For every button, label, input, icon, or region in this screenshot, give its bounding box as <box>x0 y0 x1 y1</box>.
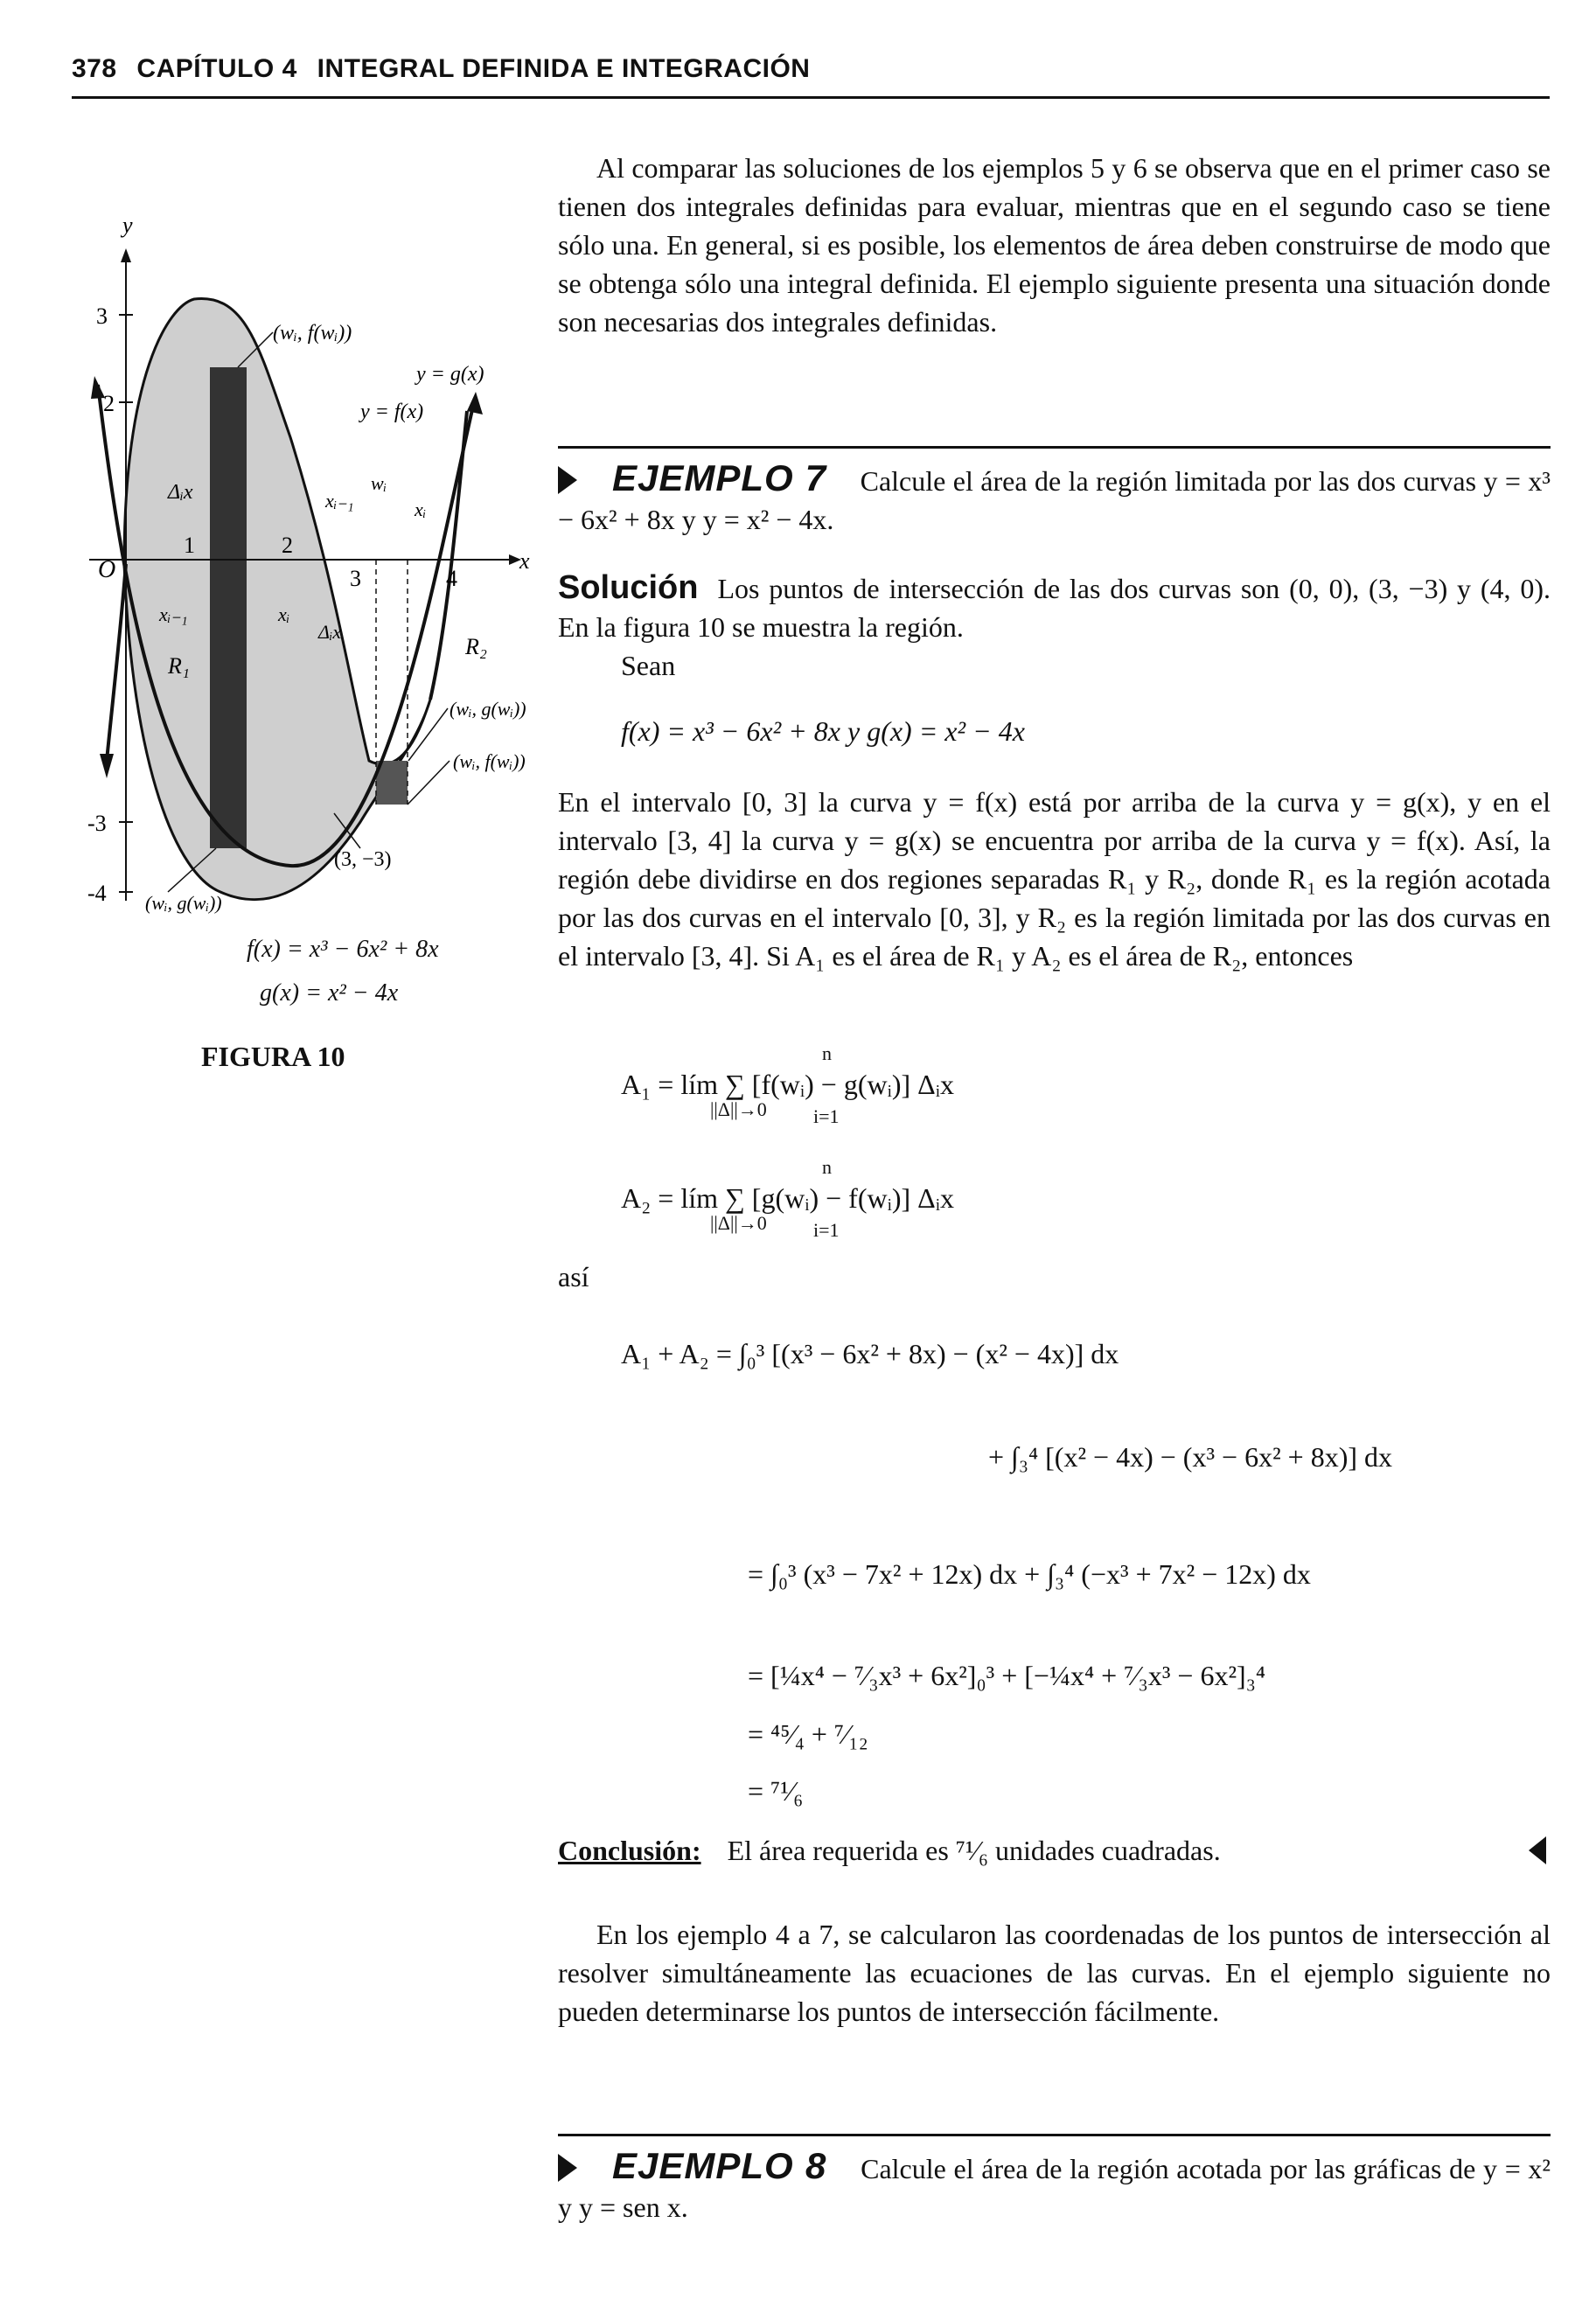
tick-label-m3: -3 <box>87 811 107 836</box>
intro-paragraph-block <box>558 149 1551 341</box>
asi-label: así <box>558 1261 589 1292</box>
tick-label-m4: -4 <box>87 881 107 906</box>
x-tick-label-3: 3 <box>350 566 361 591</box>
y-axis-arrow-icon <box>121 248 131 262</box>
equation-a2: A₂ = lím ∑ [g(wᵢ) − f(wᵢ)] Δᵢx <box>621 1182 954 1214</box>
a1-limit-subscript: ||Δ||→0 <box>710 1098 767 1120</box>
conclusion-line <box>558 1835 1221 1867</box>
origin-label: O <box>98 556 116 583</box>
figure-10 <box>72 201 530 1007</box>
equation-step-4: = [¼x⁴ − ⁷⁄₃x³ + 6x²]₀³ + [−¼x⁴ + ⁷⁄₃x³ − 6x²]₃⁴ <box>748 1660 1266 1691</box>
curve-f-left <box>107 564 126 761</box>
x-axis-label: x <box>519 548 530 574</box>
a1-sum-top: n <box>822 1042 832 1064</box>
figure-caption: FIGURA 10 <box>201 1041 345 1072</box>
equation-step-6: = ⁷¹⁄₆ <box>748 1775 804 1807</box>
tick-label-2: 2 <box>103 391 115 416</box>
a1-sum-bottom: i=1 <box>813 1105 840 1127</box>
y-axis-label: y <box>122 212 133 238</box>
label-y-f: y = f(x) <box>360 401 424 423</box>
intro-paragraph: Al comparar las soluciones de los ejemplos 5 y 6 se observa que en el primer caso se tienen dos integrales definidas para evaluar, mientras que en el segundo caso se tiene sólo una. En general, si es posible, los elementos de área deben construirse de modo que se obtenga sólo una integral definida. El ejemplo siguiente presenta una situación donde son necesarias dos integrales definidas. <box>558 152 1551 338</box>
figure-formula-g: g(x) = x² − 4x <box>260 979 399 1007</box>
region-fill <box>124 298 430 899</box>
label-dix-bottom: Δᵢx <box>318 621 342 643</box>
example7-arrow-icon <box>558 466 577 494</box>
closing-paragraph-block <box>558 1915 1551 2031</box>
example8-block <box>558 2147 1551 2226</box>
example8-rule <box>558 2134 1551 2136</box>
f-arrow-bottom-icon <box>100 754 114 778</box>
chapter-title: INTEGRAL DEFINIDA E INTEGRACIÓN <box>317 54 811 83</box>
solution-sean: Sean <box>621 650 676 681</box>
closing-paragraph: En los ejemplo 4 a 7, se calcularon las coordenadas de los puntos de intersección al resolver simultáneamente las ecuaciones de las curvas. En el ejemplo siguiente no pueden determinarse los puntos de intersección fácilmente. <box>558 1919 1551 2027</box>
label-wi-gwi-bottom: (wᵢ, g(wᵢ)) <box>145 892 222 914</box>
label-y-g: y = g(x) <box>416 363 484 386</box>
solution-block <box>558 568 1551 685</box>
figure-10-graph <box>72 201 530 1006</box>
x-tick-label-4: 4 <box>446 566 457 591</box>
a2-sum-bottom: i=1 <box>813 1219 840 1241</box>
function-definitions: f(x) = x³ − 6x² + 8x y g(x) = x² − 4x <box>621 715 1025 747</box>
equation-step-5: = ⁴⁵⁄₄ + ⁷⁄₁₂ <box>748 1718 868 1750</box>
label-dix-top: Δᵢx <box>168 481 193 504</box>
running-header <box>72 54 1550 99</box>
equation-step-1: A₁ + A₂ = ∫₀³ [(x³ − 6x² + 8x) − (x² − 4x)] dx <box>621 1338 1119 1369</box>
example8-arrow-icon <box>558 2154 577 2182</box>
solution-text: Los puntos de intersección de las dos curvas son (0, 0), (3, −3) y (4, 0). En la figura 10 se muestra la región. <box>558 573 1551 643</box>
g-arrow-top-right-icon <box>467 392 483 415</box>
label-wi-fwi-top: (wᵢ, f(wᵢ)) <box>273 322 352 345</box>
x-tick-label-2: 2 <box>282 533 293 558</box>
interval-paragraph: En el intervalo [0, 3] la curva y = f(x) está por arriba de la curva y = g(x), y en el intervalo [3, 4] la curva y = g(x) se encuentra por arriba de la curva y = f(x). Así, la región debe dividirse en dos regiones separadas R₁ y R₂, donde R₁ es la región acotada por las dos curvas en el intervalo [0, 3], y R₂ es la región limitada por las dos curvas en el intervalo [3, 4]. Si A₁ es el área de R₁ y A₂ es el área de R₂, entonces <box>558 786 1551 972</box>
label-xim1: xᵢ₋₁ <box>325 490 354 512</box>
figure-formula-f: f(x) = x³ − 6x² + 8x <box>247 936 439 963</box>
curve-f-right <box>430 411 467 700</box>
end-of-example-icon <box>1529 1836 1546 1864</box>
label-r2: R₂ <box>465 634 487 659</box>
x-tick-label-1: 1 <box>184 533 195 558</box>
label-xim1-bottom: xᵢ₋₁ <box>159 603 188 625</box>
label-r1: R₁ <box>168 653 190 679</box>
example7-statement: Calcule el área de la región limitada por las dos curvas y = x³ − 6x² + 8x y y = x² − 4x. <box>558 465 1551 535</box>
label-point-3-m3: (3, −3) <box>334 848 392 871</box>
label-wi-fwi-right: (wᵢ, f(wᵢ)) <box>453 750 526 772</box>
example7-rule <box>558 446 1551 449</box>
example8-title: EJEMPLO 8 <box>612 2145 827 2186</box>
equation-a1: A₁ = lím ∑ [f(wᵢ) − g(wᵢ)] Δᵢx <box>621 1069 954 1100</box>
example8-statement: Calcule el área de la región acotada por las gráficas de y = x² y y = sen x. <box>558 2153 1551 2223</box>
conclusion-text: El área requerida es ⁷¹⁄₆ unidades cuadradas. <box>727 1835 1221 1866</box>
chapter-label: CAPÍTULO 4 <box>136 54 297 83</box>
label-xi: xᵢ <box>415 498 427 520</box>
conclusion-label: Conclusión: <box>558 1835 701 1866</box>
rectangle-element-r1 <box>210 367 247 848</box>
example7-block <box>558 459 1551 539</box>
solution-title: Solución <box>558 569 699 606</box>
label-wi: wᵢ <box>371 472 387 494</box>
page-number: 378 <box>72 54 117 83</box>
equation-step-2: + ∫₃⁴ [(x² − 4x) − (x³ − 6x² + 8x)] dx <box>988 1441 1393 1473</box>
tick-label-3: 3 <box>96 303 108 329</box>
a2-sum-top: n <box>822 1156 832 1178</box>
label-xi-bottom: xᵢ <box>278 603 290 625</box>
equation-step-3: = ∫₀³ (x³ − 7x² + 12x) dx + ∫₃⁴ (−x³ + 7x² − 12x) dx <box>748 1558 1311 1590</box>
example7-title: EJEMPLO 7 <box>612 457 827 498</box>
label-wi-gwi-right: (wᵢ, g(wᵢ)) <box>450 698 526 720</box>
a2-limit-subscript: ||Δ||→0 <box>710 1212 767 1234</box>
interval-paragraph-block <box>558 783 1551 975</box>
